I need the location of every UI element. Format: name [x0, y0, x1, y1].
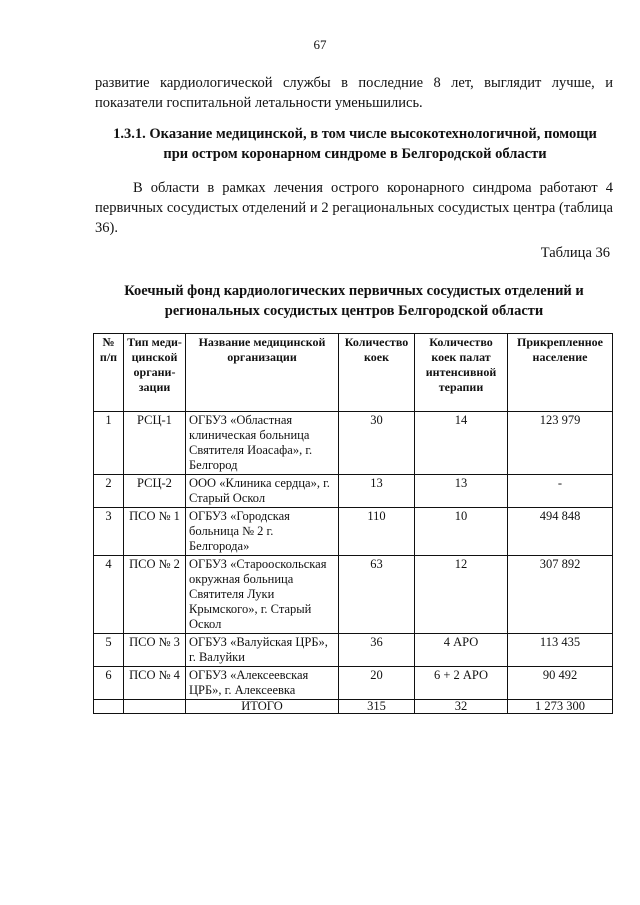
- row-name: ОГБУЗ «Старооскольская окружная больница Святителя Луки Крымского», г. Старый Оскол: [186, 556, 339, 634]
- row-icu-beds: 14: [415, 412, 508, 475]
- row-population: -: [508, 475, 613, 508]
- row-num: 2: [94, 475, 124, 508]
- total-population: 1 273 300: [508, 700, 613, 714]
- total-icu-beds: 32: [415, 700, 508, 714]
- header-beds: Количество коек: [339, 334, 415, 412]
- row-icu-beds: 6 + 2 АРО: [415, 667, 508, 700]
- header-num: № п/п: [94, 334, 124, 412]
- row-name: ОГБУЗ «Городская больница № 2 г. Белгорода»: [186, 508, 339, 556]
- row-population: 307 892: [508, 556, 613, 634]
- row-type: ПСО № 1: [124, 508, 186, 556]
- row-beds: 110: [339, 508, 415, 556]
- row-icu-beds: 13: [415, 475, 508, 508]
- row-beds: 36: [339, 634, 415, 667]
- table-label: Таблица 36: [540, 245, 610, 261]
- total-beds: 315: [339, 700, 415, 714]
- intro-paragraph: В области в рамках лечения острого коронарного синдрома работают 4 первичных сосудистых отделений и 2 регациональных сосудистых центра (таблица 36).: [95, 180, 613, 236]
- table-row: [94, 475, 613, 508]
- header-population: Прикрепленное население: [508, 334, 613, 412]
- row-type: ПСО № 3: [124, 634, 186, 667]
- table-row: [94, 412, 613, 475]
- row-type: РСЦ-1: [124, 412, 186, 475]
- row-num: 1: [94, 412, 124, 475]
- table-title: Коечный фонд кардиологических первичных сосудистых отделений и региональных сосудистых центров Белгородской области: [124, 283, 584, 319]
- row-name: ООО «Клиника сердца», г. Старый Оскол: [186, 475, 339, 508]
- table-header-row: [94, 334, 613, 412]
- total-empty-cell: [94, 700, 124, 714]
- paragraph-continuation: развитие кардиологической службы в последние 8 лет, выглядит лучше, и показатели госпитальной летальности уменьшились.: [95, 75, 613, 111]
- table-row: [94, 508, 613, 556]
- table-row: [94, 634, 613, 667]
- row-population: 113 435: [508, 634, 613, 667]
- header-type: Тип меди-цинской органи-зации: [124, 334, 186, 412]
- table-row: [94, 667, 613, 700]
- row-num: 5: [94, 634, 124, 667]
- row-type: ПСО № 4: [124, 667, 186, 700]
- total-label: ИТОГО: [186, 700, 339, 714]
- row-num: 3: [94, 508, 124, 556]
- table-row: [94, 556, 613, 634]
- row-icu-beds: 10: [415, 508, 508, 556]
- row-num: 4: [94, 556, 124, 634]
- row-name: ОГБУЗ «Областная клиническая больница Святителя Иоасафа», г. Белгород: [186, 412, 339, 475]
- row-icu-beds: 12: [415, 556, 508, 634]
- row-population: 494 848: [508, 508, 613, 556]
- row-type: ПСО № 2: [124, 556, 186, 634]
- page-number: 67: [313, 37, 327, 52]
- bed-fund-table: [93, 333, 613, 714]
- row-beds: 30: [339, 412, 415, 475]
- row-name: ОГБУЗ «Алексеевская ЦРБ», г. Алексеевка: [186, 667, 339, 700]
- row-beds: 63: [339, 556, 415, 634]
- row-name: ОГБУЗ «Валуйская ЦРБ», г. Валуйки: [186, 634, 339, 667]
- header-name: Название медицинской организации: [186, 334, 339, 412]
- row-population: 90 492: [508, 667, 613, 700]
- row-type: РСЦ-2: [124, 475, 186, 508]
- row-beds: 20: [339, 667, 415, 700]
- table-total-row: [94, 700, 613, 714]
- row-beds: 13: [339, 475, 415, 508]
- header-icu-beds: Количество коек палат интенсивной терапии: [415, 334, 508, 412]
- row-num: 6: [94, 667, 124, 700]
- total-empty-cell: [124, 700, 186, 714]
- row-population: 123 979: [508, 412, 613, 475]
- row-icu-beds: 4 АРО: [415, 634, 508, 667]
- section-heading: 1.3.1. Оказание медицинской, в том числе высокотехнологичной, помощи при остром коронарном синдроме в Белгородской области: [113, 126, 597, 162]
